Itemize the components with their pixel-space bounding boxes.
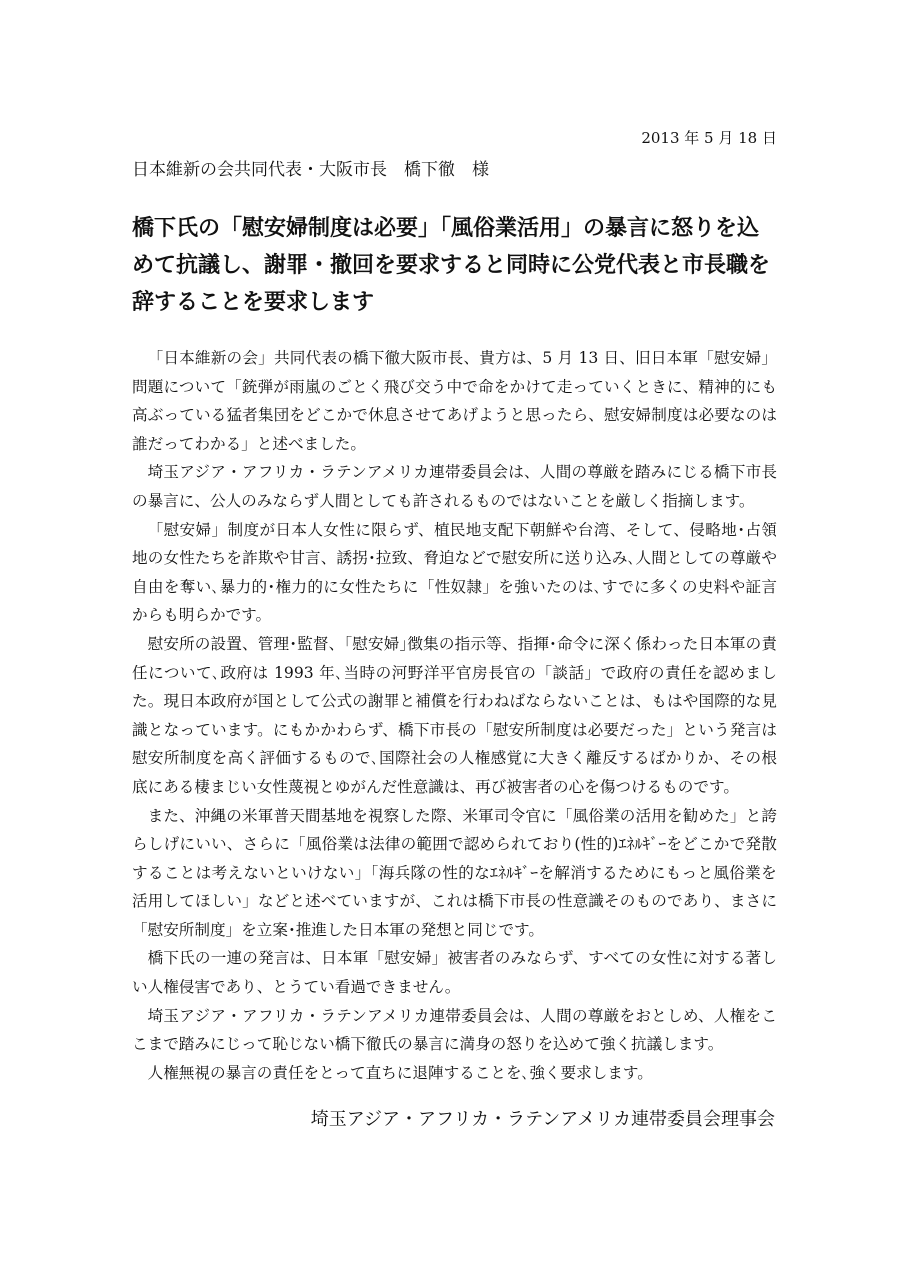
body-paragraph-8: 人権無視の暴言の責任をとって直ちに退陣することを､強く要求します。 bbox=[147, 1063, 653, 1082]
body-paragraph-1: 「日本維新の会」共同代表の橋下徹大阪市長、貴方は、5 月 13 日、旧日本軍「慰安婦」問題について「銃弾が雨嵐のごとく飛び交う中で命をかけて走っていくときに、精神的にも高ぶっている猛者集団をどこかで休息させてあげようと思ったら、慰安婦制度は必要なのは誰だってわかる」と述べました。 bbox=[132, 349, 777, 453]
signature-organization: 埼玉アジア・アフリカ・ラテンアメリカ連帯委員会理事会 bbox=[310, 1109, 775, 1130]
document-date: 2013 年 5 月 18 日 bbox=[641, 129, 777, 147]
document-title: 橋下氏の「慰安婦制度は必要」「風俗業活用」の暴言に怒りを込めて抗議し、謝罪・撤回を要求すると同時に公党代表と市長職を辞することを要求します bbox=[132, 216, 771, 315]
addressee-line: 日本維新の会共同代表・大阪市長 橋下徹 様 bbox=[132, 160, 489, 180]
body-paragraph-5: また、沖縄の米軍普天間基地を視察した際、米軍司令官に「風俗業の活用を勧めた」と誇らしげにいい、さらに「風俗業は法律の範囲で認められており(性的)ｴﾈﾙｷﾞｰをどこかで発散することは考えないといけない」「海兵隊の性的なｴﾈﾙｷﾞｰを解消するためにもっと風俗業を活用してほしい」などと述べていますが、これは橋下市長の性意識そのものであり、まさに「慰安所制度」を立案･推進した日本軍の発想と同じです。 bbox=[132, 806, 777, 939]
body-paragraph-7: 埼玉アジア・アフリカ・ラテンアメリカ連帯委員会は、人間の尊厳をおとしめ、人権をここまで踏みにじって恥じない橋下徹氏の暴言に満身の怒りを込めて強く抗議します。 bbox=[132, 1006, 777, 1054]
body-paragraph-3: 「慰安婦」制度が日本人女性に限らず、植民地支配下朝鮮や台湾、そして、侵略地･占領地の女性たちを詐欺や甘言、誘拐･拉致、脅迫などで慰安所に送り込み､人間としての尊厳や自由を奪い､暴力的･権力的に女性たちに「性奴隷」を強いたのは､すでに多くの史料や証言からも明らかです。 bbox=[132, 520, 777, 625]
body-paragraph-2: 埼玉アジア・アフリカ・ラテンアメリカ連帯委員会は、人間の尊厳を踏みにじる橋下市長の暴言に、公人のみならず人間としても許されるものではないことを厳しく指摘します。 bbox=[132, 463, 777, 510]
body-paragraph-4: 慰安所の設置、管理･監督、｢慰安婦｣徴集の指示等、指揮･命令に深く係わった日本軍の責任について､政府は 1993 年､当時の河野洋平官房長官の「談話」で政府の責任を認めました。現日本政府が国として公式の謝罪と補償を行わねばならないことは、もはや国際的な見識となっています。にもかかわらず、橋下市長の「慰安所制度は必要だった」という発言は慰安所制度を高く評価するもので､国際社会の人権感覚に大きく離反するばかりか、その根底にある棲まじい女性蔑視とゆがんだ性意識は、再び被害者の心を傷つけるものです。 bbox=[132, 634, 777, 796]
document-body bbox=[132, 344, 777, 1087]
body-paragraph-6: 橋下氏の一連の発言は、日本軍「慰安婦」被害者のみならず、すべての女性に対する著しい人権侵害であり、とうてい看過できません。 bbox=[132, 949, 777, 997]
